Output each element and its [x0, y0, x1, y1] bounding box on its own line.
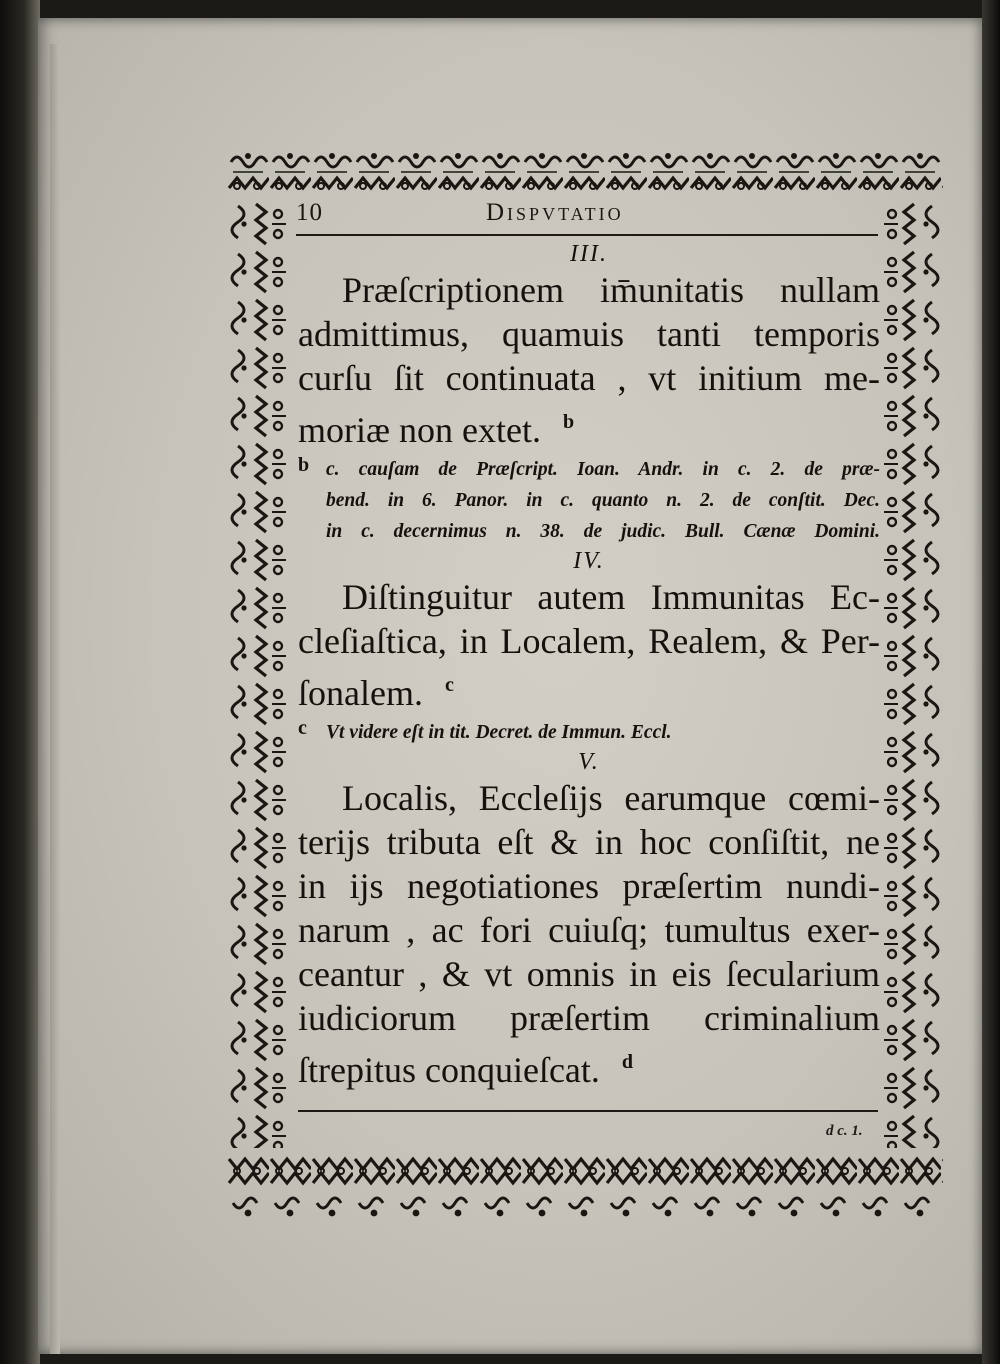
text-line: [298, 400, 880, 452]
text-line: [298, 1040, 880, 1092]
text-line: ceantur , & vt omnis in eis ſecularium: [298, 954, 880, 994]
text-line: cleſiaſtica, in Localem, Realem, & Per-: [298, 621, 880, 661]
text-line-content: ſtrepitus conquieſcat.: [298, 1050, 600, 1090]
text-block: [298, 240, 880, 1092]
catchword: d c. 1.: [826, 1123, 863, 1139]
note-reference: b: [562, 411, 575, 433]
text-line: admittimus, quamuis tanti temporis: [298, 314, 880, 354]
text-line: [298, 663, 880, 715]
book-binding-left: [0, 0, 40, 1364]
paragraph: [298, 268, 880, 452]
running-title: Dispvtatio: [486, 199, 624, 226]
text-line: narum , ac fori cuiuſq; tumultus exer-: [298, 910, 880, 950]
footnote-line: bend. in 6. Panor. in c. quanto n. 2. de conſtit. Dec.: [326, 490, 880, 511]
running-head: [296, 197, 878, 231]
text-line: Præſcriptionem im̄unitatis nullam: [342, 270, 880, 310]
text-line: iudiciorum præſertim criminalium: [298, 998, 880, 1038]
footnote: [298, 717, 880, 748]
ornament-border-left: [228, 200, 290, 1148]
note-reference: d: [621, 1051, 634, 1073]
book-binding-right: [982, 0, 1000, 1364]
paragraph: [298, 776, 880, 1092]
footnote-mark: b: [298, 454, 310, 476]
ornament-border-right: [882, 200, 942, 1148]
page-number: 10: [296, 199, 323, 226]
text-line: curſu ſit continuata , vt initium me-: [298, 358, 880, 398]
footnote: [298, 454, 880, 547]
ornament-border-top: [227, 148, 943, 198]
paragraph: [298, 575, 880, 715]
footnote-line: Vt videre eſt in tit. Decret. de Immun. Eccl.: [326, 722, 672, 743]
footnote-line: in c. decernimus n. 38. de judic. Bull. Cænæ Domini.: [326, 521, 880, 542]
head-rule: [296, 234, 878, 236]
section-numeral: V.: [578, 749, 600, 775]
foot-rule: [298, 1110, 878, 1112]
text-line: Localis, Eccleſijs earumque cœmi-: [342, 778, 880, 818]
text-line-content: ſonalem.: [298, 673, 423, 713]
text-line: terijs tributa eſt & in hoc conſiſtit, ne: [298, 822, 880, 862]
page-edge: [50, 44, 60, 1354]
note-reference: c: [444, 674, 454, 696]
footnote-mark: c: [298, 717, 307, 739]
text-line: in ijs negotiationes præſertim nundi-: [298, 866, 880, 906]
section-numeral: IV.: [573, 548, 605, 574]
ornament-border-bottom: [227, 1147, 943, 1225]
section-numeral: III.: [570, 241, 608, 267]
text-line: Diſtinguitur autem Immunitas Ec-: [342, 577, 880, 617]
text-line-content: moriæ non extet.: [298, 410, 541, 450]
footnote-line: c. cauſam de Præſcript. Ioan. Andr. in c. 2. de præ-: [326, 459, 880, 480]
